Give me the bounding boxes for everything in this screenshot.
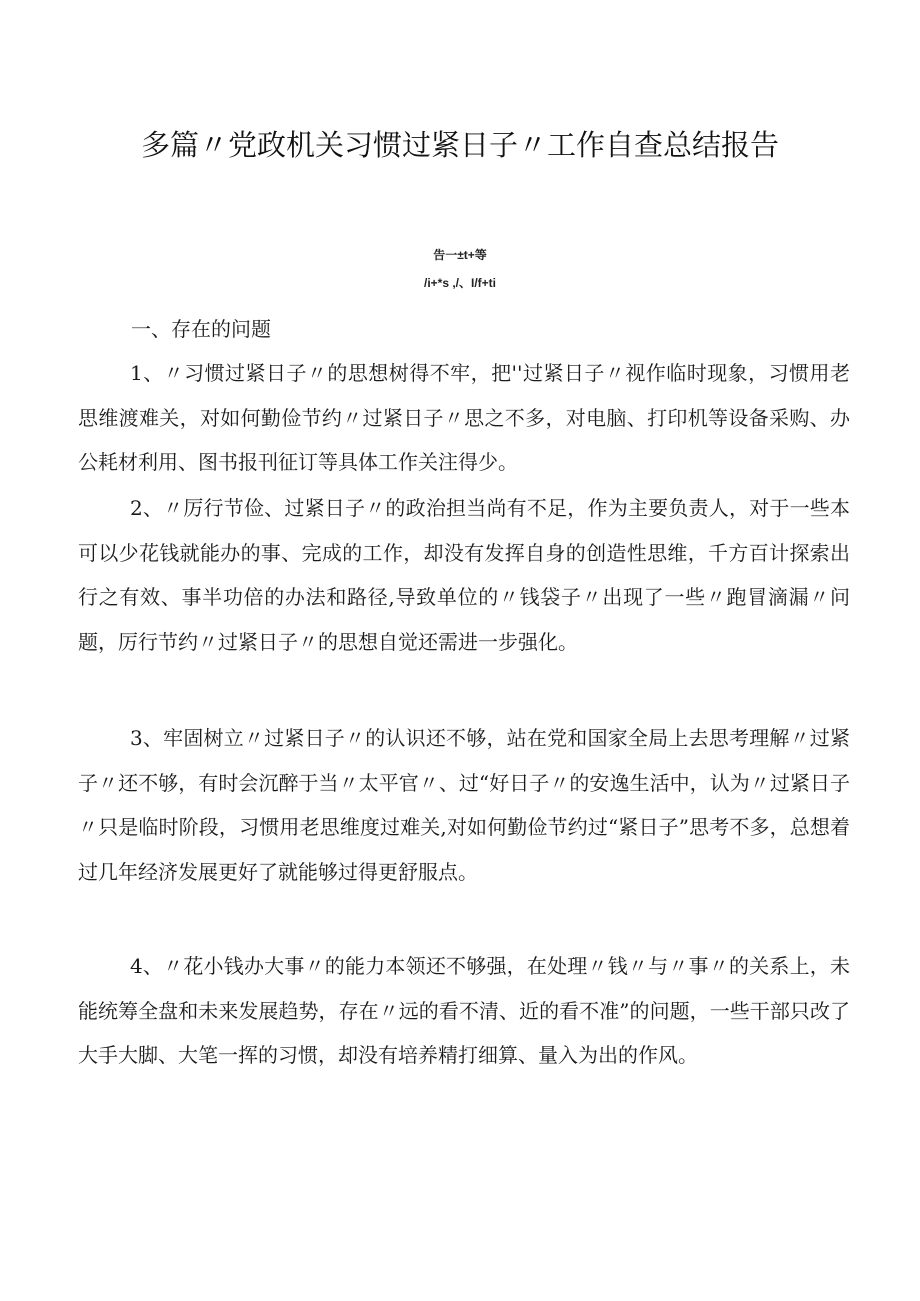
paragraph-2: 2、〃厉行节俭、过紧日子〃的政治担当尚有不足，作为主要负责人，对于一些本可以少花钱就能办的事、完成的工作，却没有发挥自身的创造性思维，千方百计探索出行之有效、事半功倍的办法和路径,导致单位的〃钱袋子〃出现了一些〃跑冒滴漏〃问题，厉行节约〃过紧日子〃的思想自觉还需进一步强化。 bbox=[78, 496, 850, 654]
subtitle-line-2: /i+*s ,/、I/f+ti bbox=[423, 276, 497, 290]
paragraph-3: 3、牢固树立〃过紧日子〃的认识还不够，站在党和国家全局上去思考理解〃过紧子〃还不够，有时会沉醉于当〃太平官〃、过“好日子〃的安逸生活中，认为〃过紧日子〃只是临时阶段，习惯用老思维度过难关,对如何勤俭节约过“紧日子”思考不多，总想着过几年经济发展更好了就能够过得更舒服点。 bbox=[78, 726, 850, 884]
paragraph-1: 1、〃习惯过紧日子〃的思想树得不牢，把''过紧日子〃视作临时现象，习惯用老思维渡难关，对如何勤俭节约〃过紧日子〃思之不多，对电脑、打印机等设备采购、办公耗材利用、图书报刊征订等具体工作关注得少。 bbox=[78, 361, 850, 474]
section-heading: 一、存在的问题 bbox=[131, 317, 271, 341]
subtitle-line-1: 告一±t+等 bbox=[433, 248, 487, 262]
paragraph-4: 4、〃花小钱办大事〃的能力本领还不够强，在处理〃钱〃与〃事〃的关系上，未能统筹全盘和未来发展趋势，存在〃远的看不清、近的看不准”的问题，一些干部只改了大手大脚、大笔一挥的习惯，却没有培养精打细算、量入为出的作风。 bbox=[78, 954, 850, 1067]
document-title: 多篇〃党政机关习惯过紧日子〃工作自查总结报告 bbox=[140, 128, 779, 162]
